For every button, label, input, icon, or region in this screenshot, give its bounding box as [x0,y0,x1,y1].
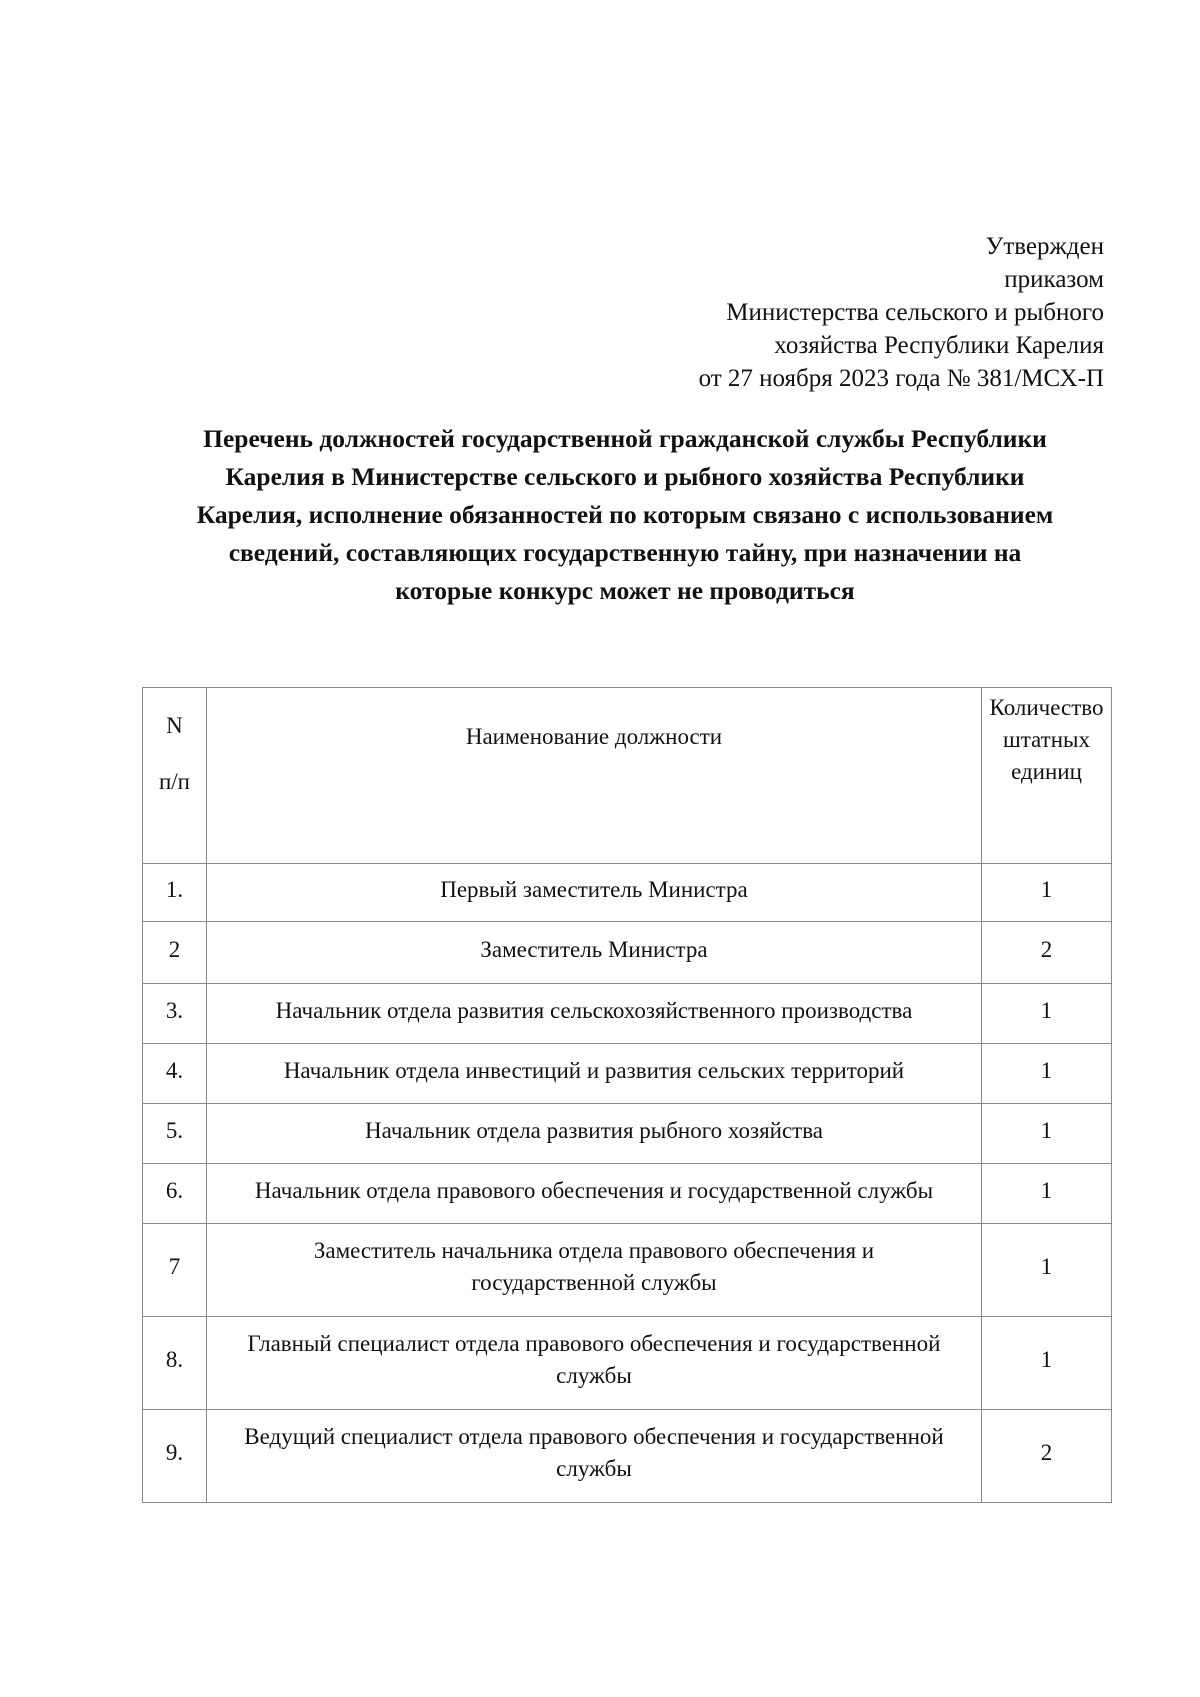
header-quantity-label: единиц [1011,759,1082,784]
position-name-line: государственной службы [471,1270,717,1295]
table-header-row [143,688,1112,864]
position-name-line: Заместитель начальника отдела правового обеспечения и [313,1238,875,1263]
row-quantity: 1 [982,1104,1112,1164]
row-number: 6. [143,1164,207,1224]
positions-table [142,687,1112,1503]
document-title [140,420,1110,610]
row-position-name: Заместитель Министра [206,922,981,984]
title-line: Карелия, исполнение обязанностей по которым связано с использованием [196,500,1054,529]
table-row [143,1224,1112,1317]
table-row [143,984,1112,1044]
title-line: которые конкурс может не проводиться [395,576,855,605]
row-quantity: 2 [982,1410,1112,1503]
row-quantity: 1 [982,864,1112,922]
position-name-line: Ведущий специалист отдела правового обеспечения и государственной [244,1424,944,1449]
row-position-name: Начальник отдела развития рыбного хозяйства [206,1104,981,1164]
position-name-line: службы [556,1363,632,1388]
table-row [143,1044,1112,1104]
approval-line: приказом [1004,266,1104,293]
table-row [143,1317,1112,1410]
header-number-label: N [166,713,183,738]
table-row [143,1104,1112,1164]
header-number-cell [143,688,207,864]
row-number: 1. [143,864,207,922]
position-name-line: службы [556,1456,632,1481]
table-row [143,922,1112,984]
header-number-label: п/п [158,769,190,794]
header-name-cell [206,688,981,864]
row-number: 4. [143,1044,207,1104]
row-position-name: Начальник отдела развития сельскохозяйственного производства [206,984,981,1044]
row-position-name: Начальник отдела правового обеспечения и государственной службы [206,1164,981,1224]
row-number: 8. [143,1317,207,1410]
row-position-name [206,1224,981,1317]
header-quantity-label: Количество [989,695,1104,720]
row-position-name [206,1410,981,1503]
title-line: Перечень должностей государственной гражданской службы Республики [203,424,1047,453]
row-position-name: Начальник отдела инвестиций и развития сельских территорий [206,1044,981,1104]
approval-line: Утвержден [985,233,1104,260]
title-line: Карелия в Министерстве сельского и рыбного хозяйства Республики [225,462,1025,491]
position-name-line: Главный специалист отдела правового обеспечения и государственной [247,1331,941,1356]
title-line: сведений, составляющих государственную тайну, при назначении на [228,538,1022,567]
header-quantity-label: штатных [1003,727,1090,752]
row-quantity: 1 [982,984,1112,1044]
row-number: 9. [143,1410,207,1503]
row-number: 7 [143,1224,207,1317]
approval-line: хозяйства Республики Карелия [774,332,1104,359]
row-number: 5. [143,1104,207,1164]
row-quantity: 1 [982,1044,1112,1104]
approval-stamp [404,230,1104,395]
approval-line: от 27 ноября 2023 года № 381/МСХ-П [698,365,1104,392]
row-quantity: 1 [982,1317,1112,1410]
row-number: 3. [143,984,207,1044]
row-position-name: Первый заместитель Министра [206,864,981,922]
header-name-label: Наименование должности [465,724,723,749]
table-row [143,1164,1112,1224]
table-row [143,864,1112,922]
table-row [143,1410,1112,1503]
approval-line: Министерства сельского и рыбного [726,299,1104,326]
row-quantity: 1 [982,1224,1112,1317]
row-number: 2 [143,922,207,984]
row-quantity: 1 [982,1164,1112,1224]
row-quantity: 2 [982,922,1112,984]
header-quantity-cell [982,688,1112,864]
row-position-name [206,1317,981,1410]
